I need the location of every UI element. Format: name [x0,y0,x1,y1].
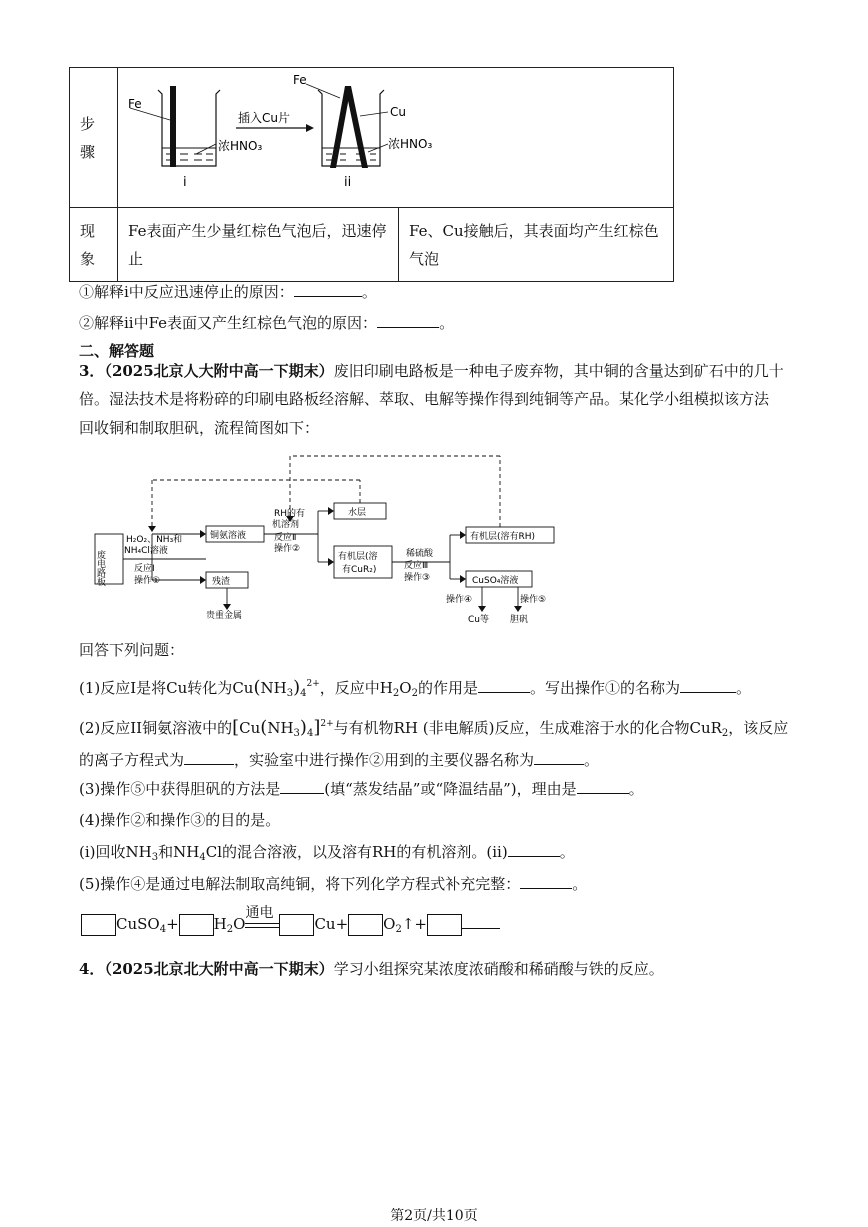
process-flowchart [90,450,560,628]
svg-text:NH₄Cl溶液: NH₄Cl溶液 [124,546,168,556]
sub-question-4: (4)操作②和操作③的目的是。 [79,811,281,829]
svg-text:反应Ⅰ: 反应Ⅰ [134,564,155,574]
svg-text:贵重金属: 贵重金属 [206,611,243,621]
svg-text:操作⑤: 操作⑤ [520,595,547,605]
svg-text:有机层(溶有RH): 有机层(溶有RH) [470,532,536,542]
svg-text:胆矾: 胆矾 [510,615,529,625]
table-row-label-steps: 步骤 [70,68,118,208]
answer-intro: 回答下列问题： [79,641,185,659]
coef-box-2[interactable] [179,914,214,936]
electrolysis-equation: CuSO$_4$+ $H_2O$ 通电 $Cu+ O_2↑+$ [81,914,500,940]
condition-arrow: 通电 [245,915,279,935]
sub-question-3: (3)操作⑤中获得胆矾的方法是 (填“蒸发结晶”或“降温结晶”)，理由是 。 [79,780,644,798]
phenomenon-ii: Fe、Cu接触后，其表面均产生红棕色气泡 [399,208,674,282]
label-i: i [183,175,187,190]
svg-text:CuSO₄溶液: CuSO₄溶液 [472,576,519,586]
svg-text:水层: 水层 [348,508,367,518]
svg-text:Cu等: Cu等 [468,615,489,625]
cu-label-ii: Cu [390,105,406,119]
copper-rod-ii [345,86,368,168]
sub-question-1: (1)反应I是将Cu转化为$Cu(NH_3)_4^{2+}$，反应中$H_2O_2$的作用是 。写出操作①的名称为 。 [79,677,751,699]
svg-text:操作④: 操作④ [446,595,473,605]
problem-3-line3: 回收铜和制取胆矾，流程简图如下： [79,419,320,437]
beaker-i [158,90,220,166]
svg-text:残渣: 残渣 [212,577,231,587]
svg-text:操作①: 操作① [134,576,161,586]
iron-rod-i [170,86,176,167]
sub-question-5: (5)操作④是通过电解法制取高纯铜，将下列化学方程式补充完整： 。 [79,875,588,893]
section-heading: 二、解答题 [79,342,155,360]
problem-3-line2: 倍。湿法技术是将粉碎的印刷电路板经溶解、萃取、电解等操作得到纯铜等产品。某化学小组模拟该方法 [79,390,770,408]
sub-question-2b: 的离子方程式为 ，实验室中进行操作②用到的主要仪器名称为 。 [79,751,600,769]
question-2: ②解释ii中Fe表面又产生红棕色气泡的原因： 。 [79,314,455,332]
label-ii: ii [344,175,352,190]
page-footer: 第2页/共10页 [390,1208,478,1224]
svg-text:铜氨溶液: 铜氨溶液 [210,531,247,541]
svg-text:RH的有: RH的有 [274,509,306,519]
table-row-label-phenomenon: 现象 [70,208,118,282]
coef-box-1[interactable] [81,914,116,936]
svg-text:有CuR₂): 有CuR₂) [342,565,377,575]
svg-text:有机层(溶: 有机层(溶 [338,552,378,562]
fe-label-ii: Fe [293,73,307,87]
svg-text:操作③: 操作③ [404,573,431,583]
sub-question-2a: (2)反应II铜氨溶液中的$[Cu(NH_3)_4]^{2+}$与有机物RH (非电解质)反应，生成难溶于水的化合物CuR$_2$，该反应 [79,717,789,739]
sub-question-4i: (i)回收$NH_3$和$NH_4Cl$的混合溶液，以及溶有RH的有机溶剂。(ii) 。 [79,843,575,863]
table-figure-cell [118,68,674,208]
phenomenon-i: Fe表面产生少量红棕色气泡后，迅速停止 [118,208,399,282]
insert-label: 插入Cu片 [238,111,290,125]
question-1: ①解释i中反应迅速停止的原因： 。 [79,283,377,301]
acid-label-ii: 浓HNO₃ [388,137,433,151]
coef-box-3[interactable] [279,914,314,936]
svg-text:废电路板: 废电路板 [95,550,105,586]
acid-label-i: 浓HNO₃ [218,139,263,153]
coef-box-4[interactable] [348,914,383,936]
experiment-table [69,67,674,282]
svg-text:反应Ⅱ: 反应Ⅱ [274,533,297,543]
svg-text:机溶剂: 机溶剂 [272,520,300,530]
coef-box-5[interactable] [427,914,462,936]
problem-3-line1: 3．（2025北京人大附中高一下期末）废旧印刷电路板是一种电子废弃物，其中铜的含量达到矿石中的几十 [79,362,784,380]
svg-text:反应Ⅲ: 反应Ⅲ [404,561,429,571]
svg-text:H₂O₂、NH₃和: H₂O₂、NH₃和 [126,535,183,545]
svg-text:操作②: 操作② [274,544,301,554]
problem-4: 4．（2025北京北大附中高一下期末）学习小组探究某浓度浓硝酸和稀硝酸与铁的反应。 [79,960,664,978]
fe-label-i: Fe [128,97,142,111]
beaker-figure [118,68,673,203]
svg-text:稀硫酸: 稀硫酸 [406,549,434,559]
